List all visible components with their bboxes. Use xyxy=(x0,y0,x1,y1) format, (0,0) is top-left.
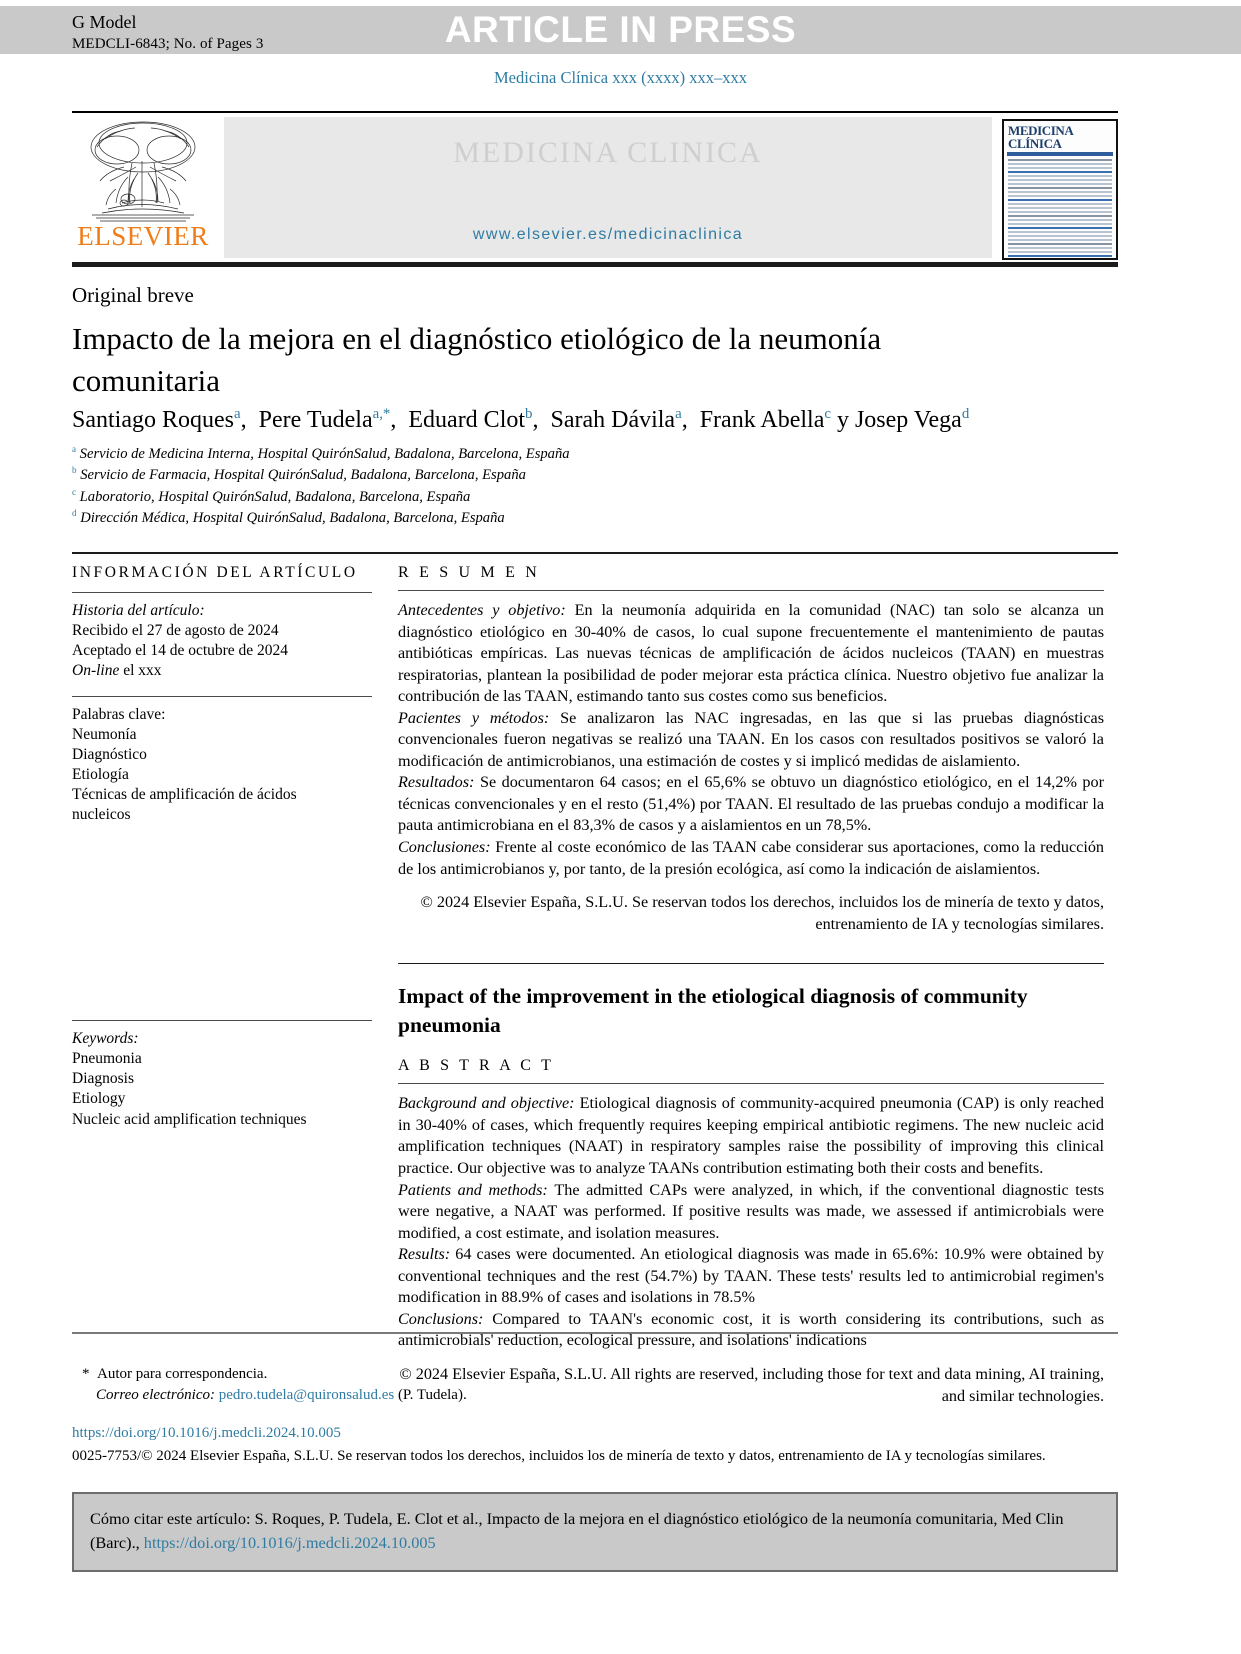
section-text: Etiological diagnosis of community-acquired pneumonia (CAP) is only reached in 30-40% of cases, which frequently requires keeping empirical antibiotic regimens. The new nucleic acid amplification techniques (NAAT) in respiratory samples raise the possibility of improving this clinical practice. Our objective was to analyze TAANs contribution estimating both their costs and benefits. xyxy=(398,1094,1105,1178)
divider xyxy=(72,696,372,697)
keyword-item: Nucleic acid amplification techniques xyxy=(72,1110,307,1128)
abstract-divider-rule xyxy=(398,963,1104,964)
masthead-center-panel xyxy=(224,117,992,258)
online-label: On-line xyxy=(72,662,120,680)
affiliation-item xyxy=(72,464,972,485)
cover-title xyxy=(1004,121,1116,150)
masthead-top-rule xyxy=(72,111,1118,113)
abstract-section xyxy=(398,1244,1104,1309)
article-info-column xyxy=(72,560,372,825)
section-text: Frente al coste económico de las TAAN cabe considerar sus aportaciones, como la reducción de los antimicrobianos y, por tanto, de la presión ecológica, así como la indicación de aislamientos. xyxy=(398,838,1105,878)
section-text: The admitted CAPs were analyzed, in which, if the conventional diagnostic tests were negative, a NAAT was performed. If positive results was made, we assessed if antimicrobials were modified, a cost estimate, and isolation measures. xyxy=(398,1180,1104,1242)
cover-title-line2: CLÍNICA xyxy=(1008,136,1062,151)
section-label: Patients and methods: xyxy=(398,1180,548,1199)
affiliation-text: Servicio de Medicina Interna, Hospital QuirónSalud, Badalona, Barcelona, España xyxy=(79,445,570,462)
g-model-label: G Model xyxy=(72,12,137,32)
abstract-section xyxy=(398,1309,1104,1352)
online-value: el xxx xyxy=(123,662,162,680)
elsevier-tree-icon xyxy=(72,117,214,229)
keywords-label: Palabras clave: xyxy=(72,705,166,723)
manuscript-id: MEDCLI-6843; No. of Pages 3 xyxy=(72,36,264,53)
affiliation-text: Servicio de Farmacia, Hospital QuirónSalud, Badalona, Barcelona, España xyxy=(80,467,526,484)
email-owner: (P. Tudela). xyxy=(397,1387,467,1404)
affiliation-marker: b xyxy=(72,465,77,476)
g-model-block xyxy=(72,10,263,55)
doi-block xyxy=(72,1422,1118,1467)
abstract-area-top-rule xyxy=(72,552,1118,554)
cite-reference: S. Roques, P. Tudela, E. Clot et al., Impacto de la mejora en el diagnóstico etiológico de la neumonía comunitaria, xyxy=(254,1509,998,1528)
how-to-cite-box xyxy=(72,1492,1118,1572)
resumen-copyright: © 2024 Elsevier España, S.L.U. Se reservan todos los derechos, incluidos los de minería de texto y datos, entrenamiento de IA y tecnologías similares. xyxy=(420,893,1104,933)
doi-link[interactable]: https://doi.org/10.1016/j.medcli.2024.10.005 xyxy=(72,1425,341,1441)
english-title: Impact of the improvement in the etiological diagnosis of community pneumonia xyxy=(398,984,1028,1037)
cite-prefix: Cómo citar este artículo: xyxy=(90,1509,251,1528)
section-label: Conclusions: xyxy=(398,1309,484,1328)
abstract-heading: A B S T R A C T xyxy=(398,1057,555,1075)
corresponding-label: Autor para correspondencia. xyxy=(97,1366,268,1382)
elsevier-logo xyxy=(72,117,214,258)
keyword-item: Neumonía xyxy=(72,725,137,743)
masthead-bottom-rule xyxy=(72,262,1118,267)
journal-cover-thumbnail xyxy=(1002,119,1118,260)
abstract-section xyxy=(398,1180,1104,1245)
cover-toc-lines xyxy=(1004,158,1116,260)
affiliation-list xyxy=(72,443,972,528)
keyword-item: Diagnosis xyxy=(72,1070,134,1088)
section-label: Antecedentes y objetivo: xyxy=(398,601,566,619)
abstract-body xyxy=(398,1093,1104,1352)
email-link[interactable]: pedro.tudela@quironsalud.es xyxy=(218,1387,395,1404)
keywords-en-block xyxy=(72,1020,372,1130)
elsevier-wordmark: ELSEVIER xyxy=(77,221,209,251)
section-label: Results: xyxy=(398,1245,451,1264)
keyword-item: Etiología xyxy=(72,765,129,783)
affiliation-item xyxy=(72,507,972,528)
affiliation-text: Laboratorio, Hospital QuirónSalud, Badalona, Barcelona, España xyxy=(79,488,471,505)
divider xyxy=(72,1020,372,1021)
cover-title-line1: MEDICINA xyxy=(1008,123,1074,138)
issn-copyright-line: 0025-7753/© 2024 Elsevier España, S.L.U. Se reservan todos los derechos, incluidos los de minería de texto y datos, entrenamiento de IA y tecnologías similares. xyxy=(72,1447,1046,1464)
resumen-section xyxy=(398,772,1104,837)
cite-doi-link[interactable]: https://doi.org/10.1016/j.medcli.2024.10.005 xyxy=(143,1532,436,1552)
affiliation-item xyxy=(72,486,972,507)
corresponding-author-note xyxy=(82,1364,982,1407)
affiliation-marker: a xyxy=(72,444,77,454)
keywords-es-block xyxy=(72,705,372,826)
keywords-en-label: Keywords: xyxy=(72,1030,139,1047)
keyword-item: Diagnóstico xyxy=(72,745,147,763)
section-label: Resultados: xyxy=(398,773,475,792)
abstract-copyright: © 2024 Elsevier España, S.L.U. All rights are reserved, including those for text and data mining, AI training, and similar technologies. xyxy=(399,1364,1104,1405)
section-text: Compared to TAAN's economic cost, it is worth considering its contributions, such as antimicrobials' reduction, ecological pressure, and isolations' indications xyxy=(398,1309,1104,1350)
affiliation-marker: d xyxy=(72,507,77,518)
journal-title-watermark: MEDICINA CLINICA xyxy=(453,136,763,169)
footnote-rule xyxy=(72,1332,1118,1334)
corresponding-line xyxy=(82,1364,982,1385)
cover-accent-bar xyxy=(1007,152,1113,156)
section-label: Pacientes y métodos: xyxy=(398,708,550,727)
affiliation-marker: c xyxy=(72,486,77,497)
section-text: Se documentaron 64 casos; en el 65,6% se obtuvo un diagnóstico etiológico, en el 14,2% por técnicas convencionales y en el resto (51,4%) por TAAN. El resultado de las pruebas condujo a modificar la pauta antimicrobiana en el 83,3% de casos y a aislamientos en un 78,5%. xyxy=(398,773,1104,835)
history-label: Historia del artículo: xyxy=(72,602,205,619)
how-to-cite-text xyxy=(90,1507,1102,1555)
journal-homepage-link[interactable]: www.elsevier.es/medicinaclinica xyxy=(472,226,744,243)
keyword-item: nucleicos xyxy=(72,806,131,824)
section-text: En la neumonía adquirida en la comunidad (NAC) tan solo se alcanza un diagnóstico etiológico en 30-40% de casos, lo cual supone frecuentemente el mantenimiento de pautas antibióticas empíricas. Las nuevas técnicas de amplificación de ácidos nucleicos (TAAN) en muestras respiratorias, plantean la posibilidad de poder mejorar esta práctica clínica. Nuestro objetivo fue analizar la contribución de las TAAN, estimando tanto sus costes como sus beneficios. xyxy=(398,601,1105,706)
affiliation-item xyxy=(72,443,972,464)
journal-citation-line: Medicina Clínica xxx (xxxx) xxx–xxx xyxy=(494,68,747,87)
divider xyxy=(72,592,372,593)
resumen-body xyxy=(398,600,1104,880)
author-list: Santiago Roques$^a$, Pere Tudela$^{a,*}$, Eduard Clot$^b$, Sarah Dávila$^a$, Frank Abella$^c$ y Josep Vega$^d$ xyxy=(72,406,970,433)
section-label: Background and objective: xyxy=(398,1094,575,1113)
keyword-item: Técnicas de amplificación de ácidos xyxy=(72,786,297,804)
email-label: Correo electrónico: xyxy=(96,1387,215,1404)
resumen-heading: R E S U M E N xyxy=(398,564,541,581)
article-in-press-text: ARTICLE IN PRESS xyxy=(444,9,797,50)
keyword-item: Etiology xyxy=(72,1090,126,1108)
divider xyxy=(398,1083,1104,1084)
journal-masthead xyxy=(72,117,1118,258)
cite-journal: Med Clin (Barc)., xyxy=(90,1509,1064,1552)
keyword-item: Pneumonia xyxy=(72,1050,142,1068)
divider xyxy=(398,590,1104,591)
resumen-section xyxy=(398,708,1104,773)
email-line xyxy=(82,1385,982,1406)
section-text: Se analizaron las NAC ingresadas, en las que si las pruebas diagnósticas convencionales fueron negativas se realizó una TAAN. En los casos con resultados positivos se valoró la modificación de antimicrobianos, una estimación de costes y si implicó medidas de aislamiento. xyxy=(398,708,1104,770)
resumen-section xyxy=(398,837,1104,880)
article-type-label: Original breve xyxy=(72,283,194,307)
article-info-heading: INFORMACIÓN DEL ARTÍCULO xyxy=(72,564,358,581)
article-history-block xyxy=(72,601,372,682)
resumen-section xyxy=(398,600,1104,708)
affiliation-text: Dirección Médica, Hospital QuirónSalud, Badalona, Barcelona, España xyxy=(80,509,505,526)
corresponding-marker: * xyxy=(82,1366,90,1382)
abstract-section xyxy=(398,1093,1104,1179)
section-text: 64 cases were documented. An etiological diagnosis was made in 65.6%: 10.9% were obtained by conventional techniques and the rest (54.7%) by TAAN. These tests' results led to antimicrobial regimen's modification in 88.9% of cases and isolations in 78.5% xyxy=(398,1245,1105,1307)
online-date xyxy=(72,661,372,681)
received-date: Recibido el 27 de agosto de 2024 xyxy=(72,622,279,640)
accepted-date: Aceptado el 14 de octubre de 2024 xyxy=(72,642,289,660)
section-label: Conclusiones: xyxy=(398,838,491,857)
page-title: Impacto de la mejora en el diagnóstico etiológico de la neumonía comunitaria xyxy=(72,321,882,399)
abstract-column xyxy=(398,560,1104,1407)
